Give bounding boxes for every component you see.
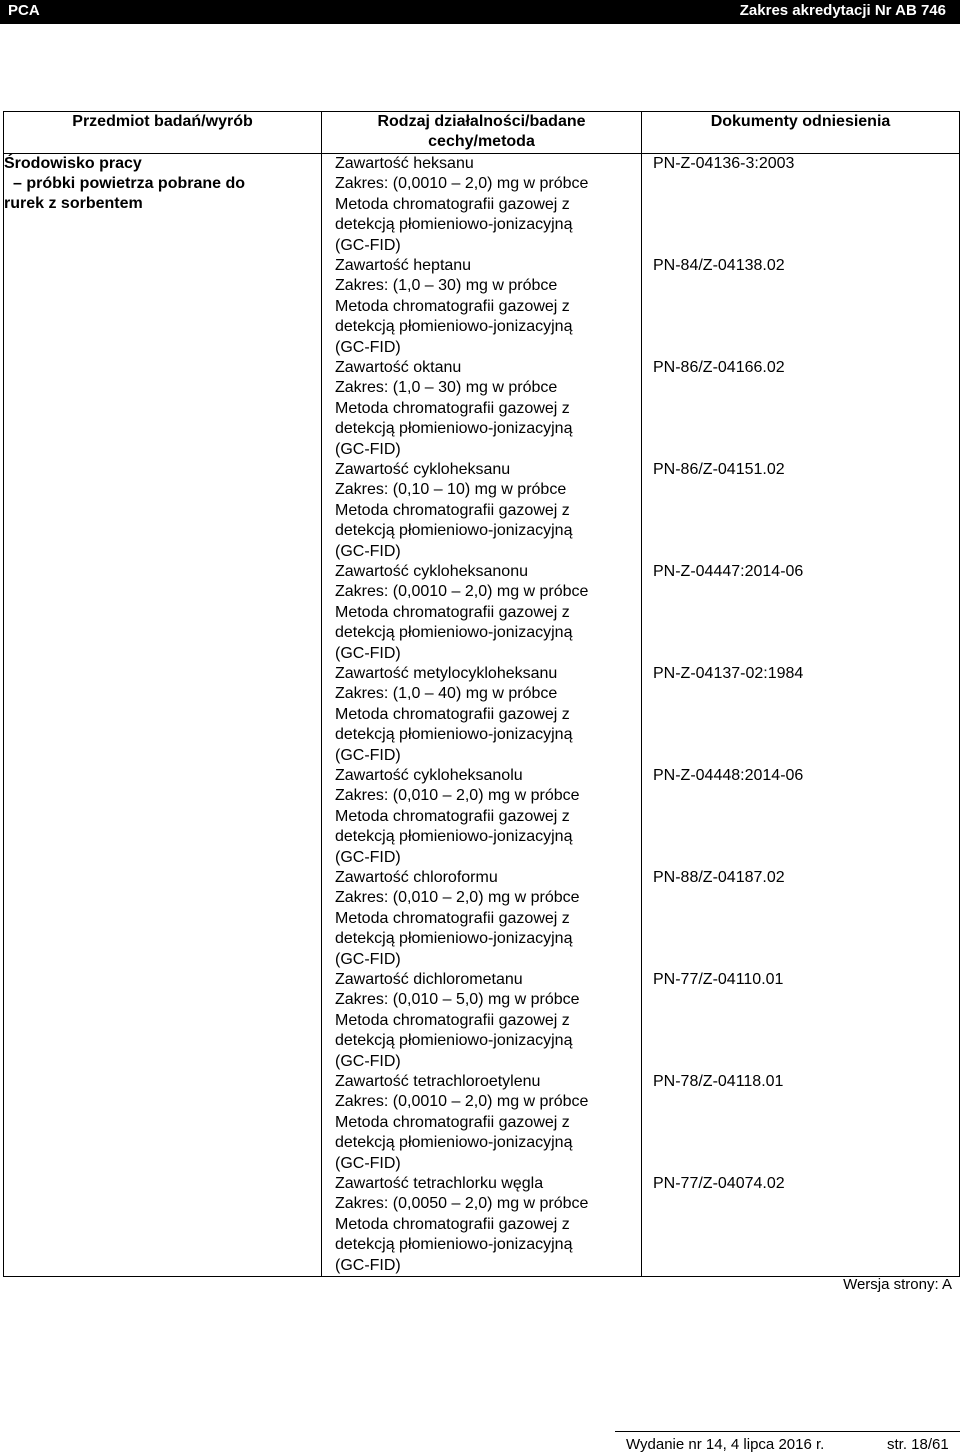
method-method1: Metoda chromatografii gazowej z: [335, 705, 570, 723]
footer-divider: [615, 1431, 960, 1432]
method-range: Zakres: (0,0010 – 2,0) mg w próbce: [335, 583, 589, 601]
method-range: Zakres: (0,10 – 10) mg w próbce: [335, 481, 567, 499]
method-method1: Metoda chromatografii gazowej z: [335, 1011, 570, 1029]
method-method1: Metoda chromatografii gazowej z: [335, 501, 570, 519]
method-entry: [322, 1174, 641, 1276]
method-method2: detekcją płomieniowo-jonizacyjną: [335, 726, 573, 744]
document-reference: PN-Z-04136-3:2003: [653, 155, 795, 172]
document-entry: [642, 1174, 959, 1276]
method-name: Zawartość tetrachlorku węgla: [335, 1175, 544, 1192]
method-range: Zakres: (0,010 – 2,0) mg w próbce: [335, 889, 580, 907]
method-method3: (GC-FID): [335, 1256, 401, 1274]
method-method3: (GC-FID): [335, 1154, 401, 1172]
method-entry: [322, 562, 641, 664]
methods-cell: [322, 154, 642, 1277]
document-title: Zakres akredytacji Nr AB 746: [739, 2, 946, 19]
col-header-method: [322, 112, 642, 154]
method-method2: detekcją płomieniowo-jonizacyjną: [335, 318, 573, 336]
method-entry: [322, 358, 641, 460]
document-reference: PN-Z-04448:2014-06: [653, 767, 804, 784]
method-entry: [322, 154, 641, 256]
document-entry: [642, 256, 959, 358]
method-range: Zakres: (0,0050 – 2,0) mg w próbce: [335, 1195, 589, 1213]
document-reference: PN-Z-04447:2014-06: [653, 563, 804, 580]
method-entry: [322, 1072, 641, 1174]
document-entry: [642, 460, 959, 562]
document-reference: PN-78/Z-04118.01: [653, 1073, 784, 1090]
document-entry: [642, 868, 959, 970]
method-entry: [322, 256, 641, 358]
method-method3: (GC-FID): [335, 542, 401, 560]
method-range: Zakres: (1,0 – 30) mg w próbce: [335, 379, 558, 397]
subject-cell: [4, 154, 322, 1277]
document-entry: [642, 766, 959, 868]
method-method3: (GC-FID): [335, 950, 401, 968]
method-range: Zakres: (0,010 – 2,0) mg w próbce: [335, 787, 580, 805]
org-label: PCA: [8, 2, 40, 19]
method-method1: Metoda chromatografii gazowej z: [335, 603, 570, 621]
method-entry: [322, 766, 641, 868]
document-entry: [642, 358, 959, 460]
method-method2: detekcją płomieniowo-jonizacyjną: [335, 930, 573, 948]
method-name: Zawartość cykloheksanonu: [335, 563, 528, 580]
method-method1: Metoda chromatografii gazowej z: [335, 1215, 570, 1233]
method-entry: [322, 868, 641, 970]
col-header-method-line2: cechy/metoda: [428, 133, 535, 150]
document-reference: PN-86/Z-04166.02: [653, 359, 785, 376]
method-method3: (GC-FID): [335, 644, 401, 662]
method-method3: (GC-FID): [335, 236, 401, 254]
method-range: Zakres: (0,0010 – 2,0) mg w próbce: [335, 175, 589, 193]
page-version: Wersja strony: A: [843, 1276, 952, 1293]
document-reference: PN-84/Z-04138.02: [653, 257, 785, 274]
method-name: Zawartość cykloheksanu: [335, 461, 511, 478]
method-range: Zakres: (1,0 – 40) mg w próbce: [335, 685, 558, 703]
method-method1: Metoda chromatografii gazowej z: [335, 297, 570, 315]
method-method2: detekcją płomieniowo-jonizacyjną: [335, 420, 573, 438]
method-method3: (GC-FID): [335, 746, 401, 764]
col-header-method-line1: Rodzaj działalności/badane: [377, 113, 586, 130]
method-range: Zakres: (0,0010 – 2,0) mg w próbce: [335, 1093, 589, 1111]
method-range: Zakres: (1,0 – 30) mg w próbce: [335, 277, 558, 295]
method-entry: [322, 460, 641, 562]
page-number: str. 18/61: [887, 1436, 949, 1453]
method-name: Zawartość oktanu: [335, 359, 462, 376]
method-range: Zakres: (0,010 – 5,0) mg w próbce: [335, 991, 580, 1009]
method-name: Zawartość metylocykloheksanu: [335, 665, 558, 682]
document-entry: [642, 664, 959, 766]
document-entry: [642, 1072, 959, 1174]
method-name: Zawartość dichlorometanu: [335, 971, 523, 988]
subject-line1: Środowisko pracy: [4, 155, 142, 172]
method-method3: (GC-FID): [335, 338, 401, 356]
method-name: Zawartość tetrachloroetylenu: [335, 1073, 541, 1090]
method-method2: detekcją płomieniowo-jonizacyjną: [335, 522, 573, 540]
edition-label: Wydanie nr 14, 4 lipca 2016 r.: [626, 1436, 825, 1453]
method-method2: detekcją płomieniowo-jonizacyjną: [335, 1134, 573, 1152]
document-entry: [642, 154, 959, 256]
method-entry: [322, 970, 641, 1072]
method-method1: Metoda chromatografii gazowej z: [335, 909, 570, 927]
document-reference: PN-Z-04137-02:1984: [653, 665, 804, 682]
method-method2: detekcją płomieniowo-jonizacyjną: [335, 624, 573, 642]
method-method1: Metoda chromatografii gazowej z: [335, 399, 570, 417]
document-entry: [642, 970, 959, 1072]
method-method1: Metoda chromatografii gazowej z: [335, 1113, 570, 1131]
top-bar: [0, 0, 960, 24]
subject-line2: – próbki powietrza pobrane do: [13, 175, 246, 192]
accreditation-table: [3, 111, 960, 1277]
method-method3: (GC-FID): [335, 848, 401, 866]
document-reference: PN-86/Z-04151.02: [653, 461, 785, 478]
method-name: Zawartość heksanu: [335, 155, 474, 172]
document-reference: PN-77/Z-04110.01: [653, 971, 784, 988]
method-name: Zawartość heptanu: [335, 257, 472, 274]
method-name: Zawartość chloroformu: [335, 869, 498, 886]
document-entry: [642, 562, 959, 664]
method-method2: detekcją płomieniowo-jonizacyjną: [335, 216, 573, 234]
method-method1: Metoda chromatografii gazowej z: [335, 807, 570, 825]
method-method2: detekcją płomieniowo-jonizacyjną: [335, 1236, 573, 1254]
subject-line3: rurek z sorbentem: [4, 195, 143, 212]
method-method3: (GC-FID): [335, 440, 401, 458]
documents-cell: [642, 154, 960, 1277]
method-name: Zawartość cykloheksanolu: [335, 767, 523, 784]
col-header-subject: Przedmiot badań/wyrób: [4, 112, 322, 154]
method-method1: Metoda chromatografii gazowej z: [335, 195, 570, 213]
method-method3: (GC-FID): [335, 1052, 401, 1070]
method-entry: [322, 664, 641, 766]
document-reference: PN-77/Z-04074.02: [653, 1175, 785, 1192]
col-header-documents: Dokumenty odniesienia: [642, 112, 960, 154]
method-method2: detekcją płomieniowo-jonizacyjną: [335, 1032, 573, 1050]
document-reference: PN-88/Z-04187.02: [653, 869, 785, 886]
method-method2: detekcją płomieniowo-jonizacyjną: [335, 828, 573, 846]
